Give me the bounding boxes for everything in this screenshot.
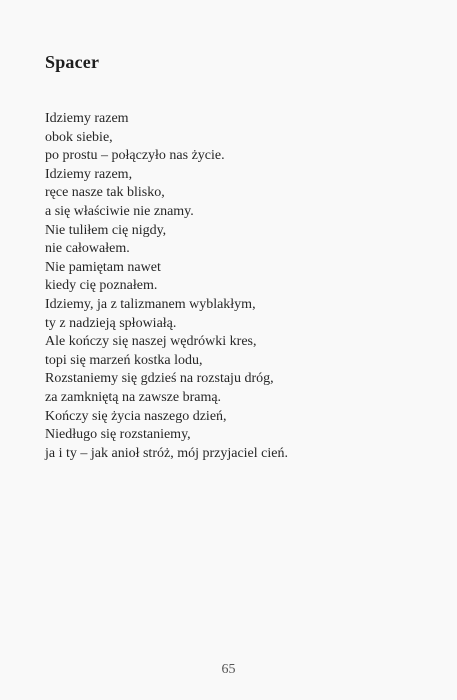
poem-line: Nie tuliłem cię nigdy,	[45, 222, 167, 238]
poem-line: Idziemy, ja z talizmanem wyblakłym,	[45, 296, 256, 312]
page-number: 65	[221, 662, 236, 677]
poem-line: nie całowałem.	[45, 241, 130, 257]
poem-line: Kończy się życia naszego dzień,	[45, 408, 227, 424]
poem-line: Niedługo się rozstaniemy,	[45, 427, 191, 443]
poem-line: Idziemy razem,	[45, 166, 133, 182]
poem-line: topi się marzeń kostka lodu,	[45, 352, 203, 368]
poem-line: ja i ty – jak anioł stróż, mój przyjaciel cień.	[45, 445, 288, 461]
poem-line: po prostu – połączyło nas życie.	[45, 148, 225, 164]
poem-line: Nie pamiętam nawet	[45, 259, 161, 275]
poem-body	[45, 110, 288, 463]
poem-line: Idziemy razem	[45, 111, 129, 126]
poem-line: za zamkniętą na zawsze bramą.	[45, 389, 222, 405]
poem-line: ty z nadzieją spłowiałą.	[45, 315, 177, 331]
poem-line: kiedy cię poznałem.	[45, 278, 158, 294]
poem-line: Rozstaniemy się gdzieś na rozstaju dróg,	[45, 371, 274, 387]
poem-line: a się właściwie nie znamy.	[45, 203, 194, 219]
poem-title: Spacer	[45, 52, 100, 72]
poem-line: Ale kończy się naszej wędrówki kres,	[45, 334, 257, 350]
poem-line: ręce nasze tak blisko,	[45, 185, 165, 201]
poem-line: obok siebie,	[45, 129, 113, 145]
